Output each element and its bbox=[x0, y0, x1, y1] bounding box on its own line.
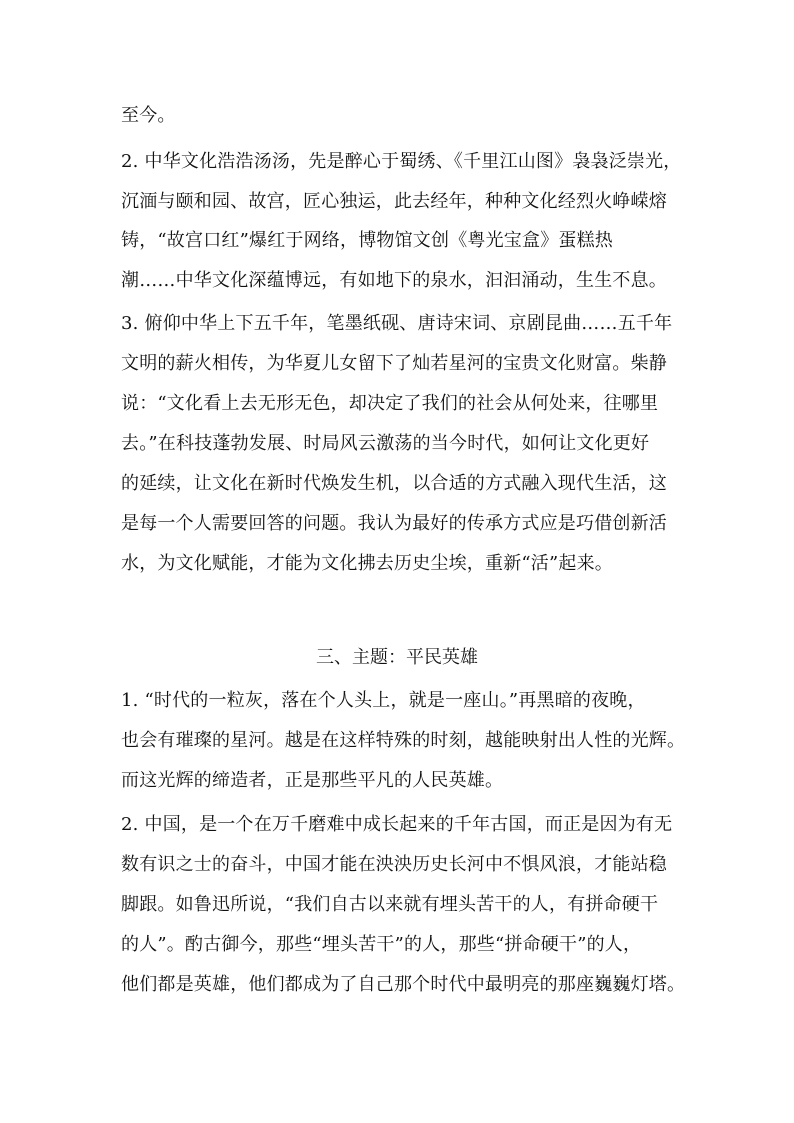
paragraph-line: 数有识之士的奋斗，中国才能在泱泱历史长河中不惧风浪，才能站稳 bbox=[121, 854, 667, 875]
paragraph-line: 沉湎与颐和园、故宫，匠心独运，此去经年，种种文化经烈火峥嵘熔 bbox=[121, 191, 667, 212]
paragraph-line: 水，为文化赋能，才能为文化拂去历史尘埃，重新“活”起来。 bbox=[121, 553, 614, 574]
paragraph-line: 而这光辉的缔造者，正是那些平凡的人民英雄。 bbox=[121, 770, 504, 791]
continuation-line: 至今。 bbox=[121, 105, 176, 126]
paragraph-line: 2. 中国，是一个在万千磨难中成长起来的千年古国，而正是因为有无 bbox=[121, 814, 673, 835]
paragraph-line: 2. 中华文化浩浩汤汤，先是醉心于蜀绣、《千里江山图》袅袅泛崇光， bbox=[121, 151, 682, 172]
paragraph-line: 是每一个人需要回答的问题。我认为最好的传承方式应是巧借创新活 bbox=[121, 513, 667, 534]
paragraph-line: 他们都是英雄，他们都成为了自己那个时代中最明亮的那座巍巍灯塔。 bbox=[121, 974, 686, 995]
paragraph-line: 铸，“故宫口红”爆红于网络，博物馆文创《粤光宝盒》蛋糕热 bbox=[121, 230, 614, 251]
paragraph-line: 文明的薪火相传，为华夏儿女留下了灿若星河的宝贵文化财富。柴静 bbox=[121, 353, 667, 374]
paragraph-line: 1. “时代的一粒灰，落在个人头上，就是一座山。”再黑暗的夜晚， bbox=[121, 690, 646, 711]
paragraph-line: 3. 俯仰中华上下五千年，笔墨纸砚、唐诗宋词、京剧昆曲……五千年 bbox=[121, 313, 673, 334]
section-heading: 三、主题：平民英雄 bbox=[316, 647, 478, 668]
paragraph-line: 也会有璀璨的星河。越是在这样特殊的时刻，越能映射出人性的光辉。 bbox=[121, 730, 686, 751]
paragraph-line: 的延续，让文化在新时代焕发生机，以合适的方式融入现代生活，这 bbox=[121, 473, 667, 494]
paragraph-line: 潮……中华文化深蕴博远，有如地下的泉水，汩汩涌动，生生不息。 bbox=[121, 270, 667, 291]
paragraph-line: 的人”。酌古御今，那些“埋头苦干”的人，那些“拼命硬干”的人， bbox=[121, 934, 642, 955]
paragraph-line: 脚跟。如鲁迅所说，“我们自古以来就有埋头苦干的人，有拼命硬干 bbox=[121, 894, 659, 915]
paragraph-line: 去。”在科技蓬勃发展、时局风云激荡的当今时代，如何让文化更好 bbox=[121, 433, 650, 454]
paragraph-line: 说：“文化看上去无形无色，却决定了我们的社会从何处来，往哪里 bbox=[121, 393, 659, 414]
